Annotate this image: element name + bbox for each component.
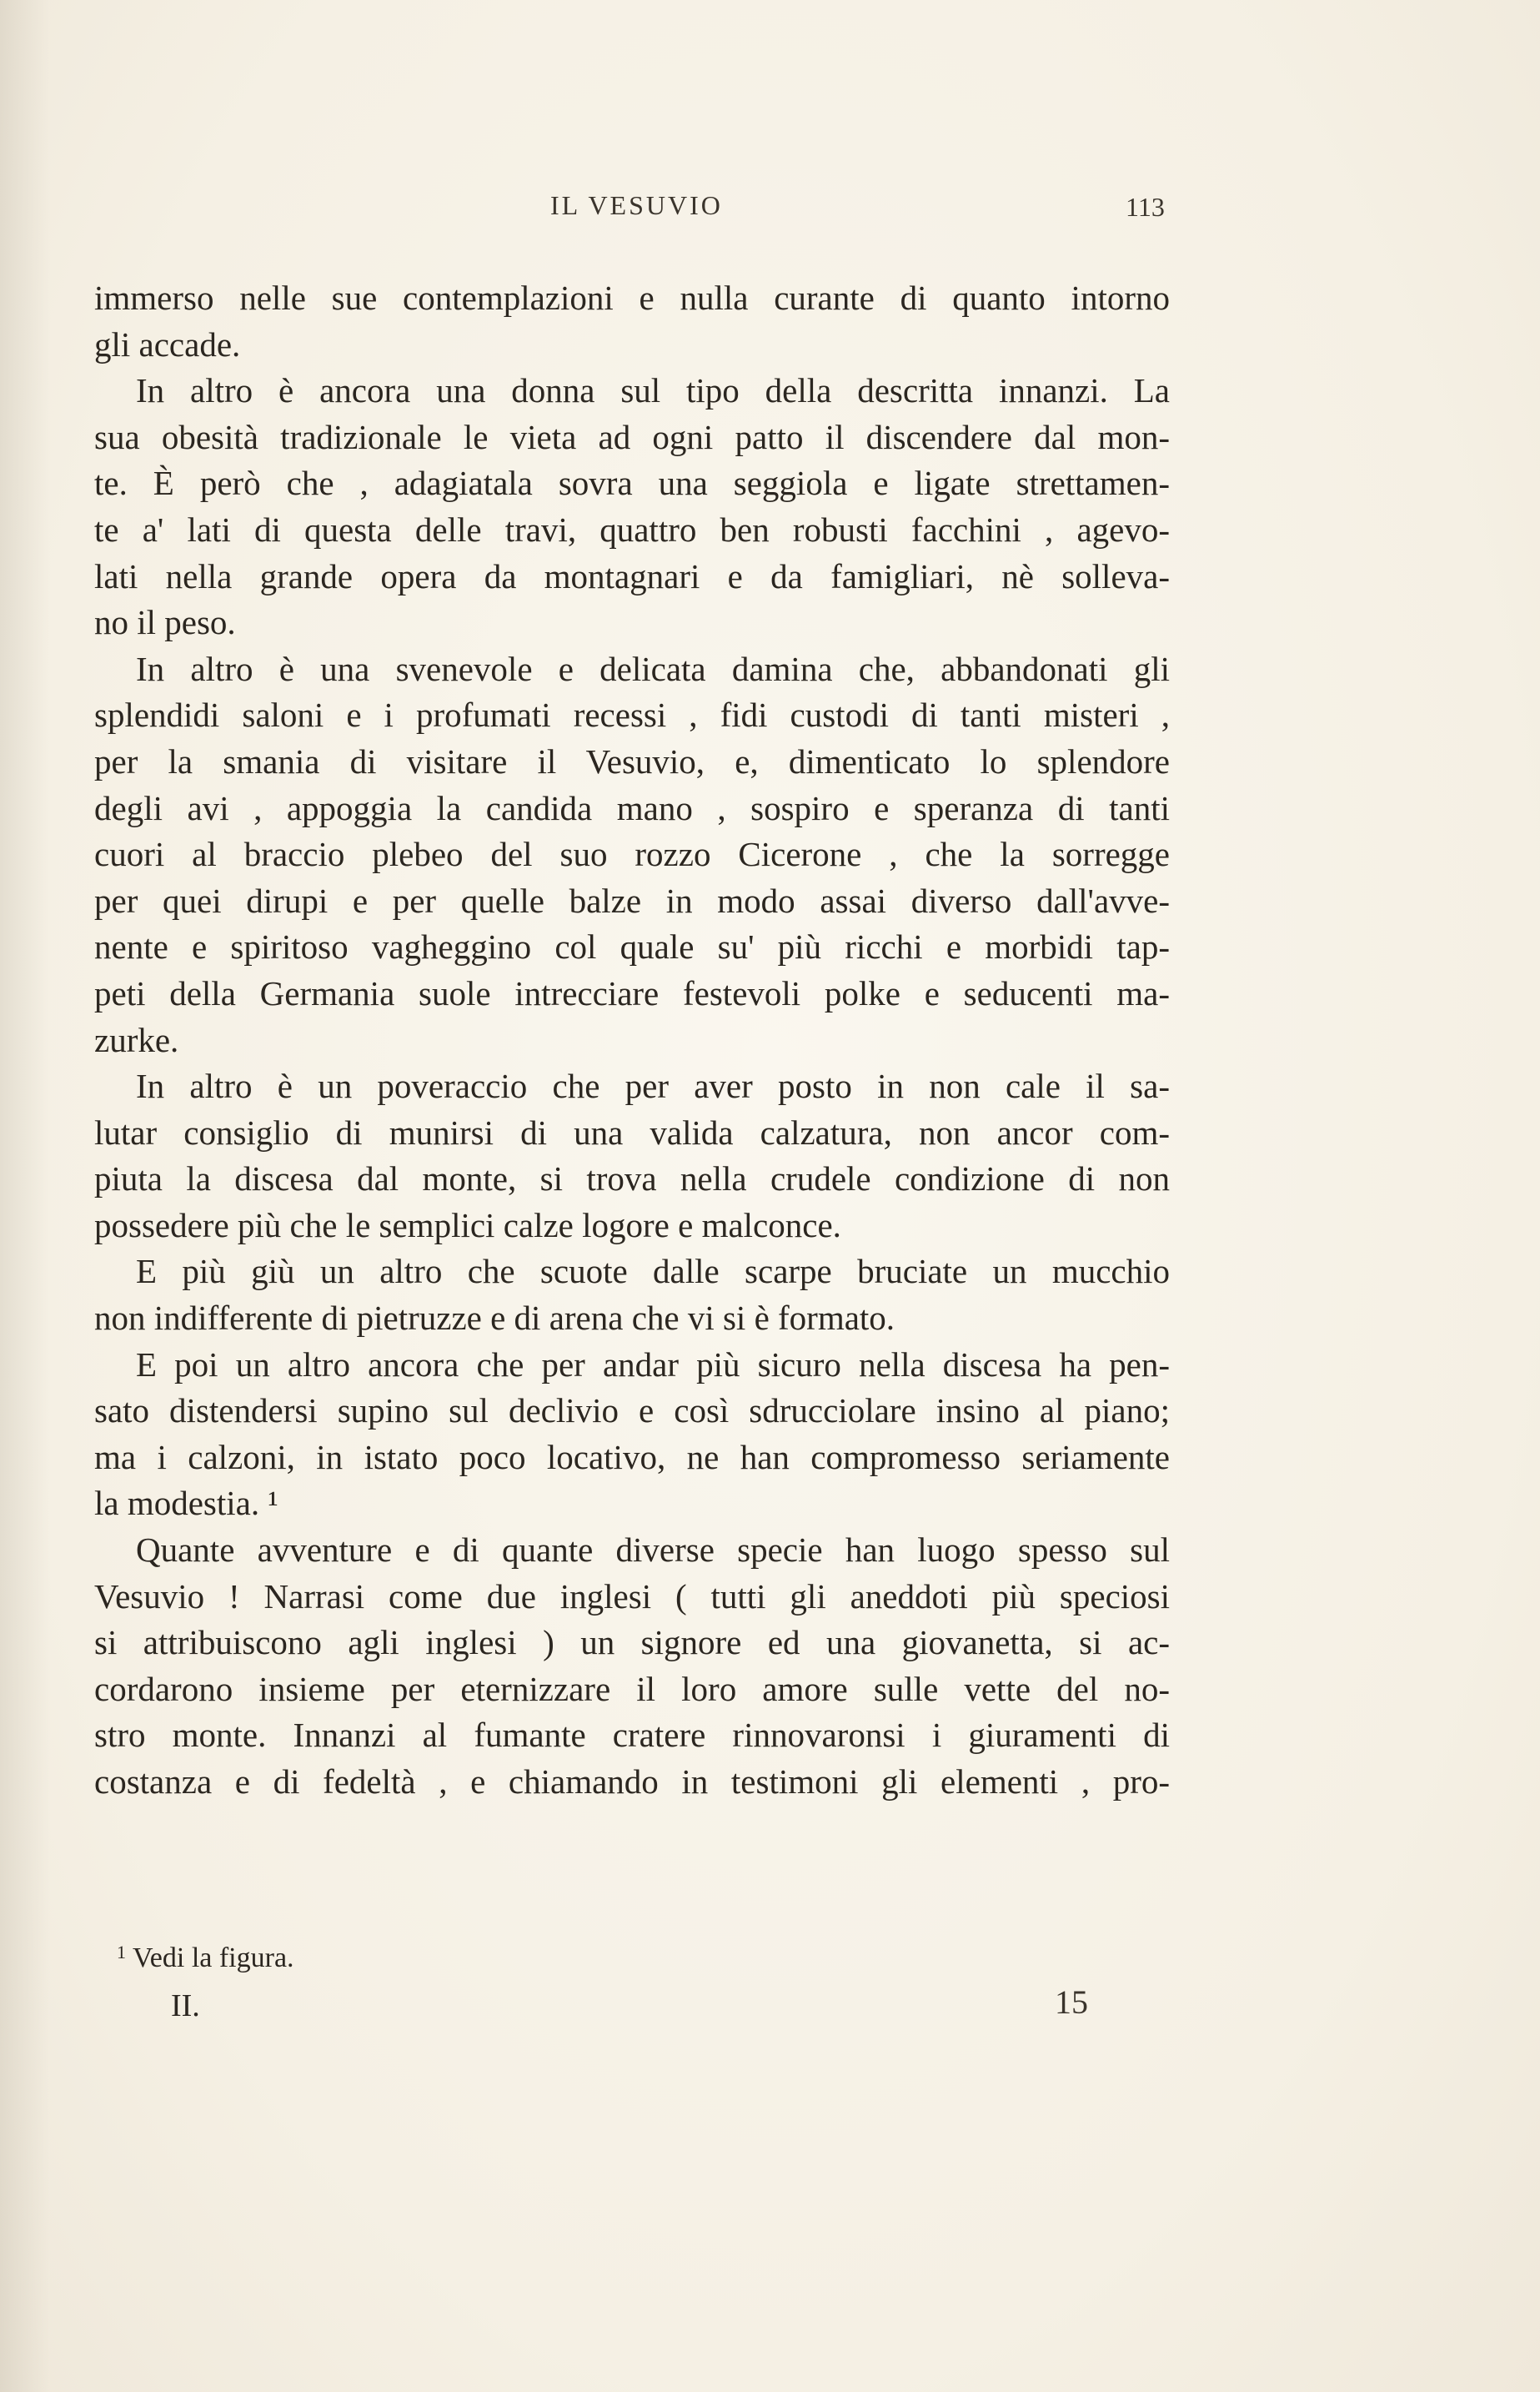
text-line: non indifferente di pietruzze e di arena che vi si è formato. (94, 1299, 895, 1338)
text-line: te a' lati di questa delle travi, quattro ben robusti facchini , agevo- (94, 510, 1170, 549)
text-line: te. È però che , adagiatala sovra una seggiola e ligate strettamen- (94, 464, 1170, 503)
text-line: nente e spiritoso vagheggino col quale su' più ricchi e morbidi tap- (94, 927, 1170, 967)
text-line: stro monte. Innanzi al fumante cratere rinnovaronsi i giuramenti di (94, 1716, 1170, 1755)
text-line: no il peso. (94, 603, 236, 642)
text-line: lutar consiglio di munirsi di una valida calzatura, non ancor com- (94, 1113, 1170, 1152)
text-line: gli accade. (94, 324, 241, 364)
text-line: per la smania di visitare il Vesuvio, e, dimenticato lo splendore (94, 741, 1170, 781)
text-line: E più giù un altro che scuote dalle scarpe bruciate un mucchio (136, 1252, 1170, 1291)
text-line: per quei dirupi e per quelle balze in modo assai diverso dall'avve- (94, 881, 1170, 920)
text-line: splendidi saloni e i profumati recessi , fidi custodi di tanti misteri , (94, 696, 1170, 735)
footnote-text: Vedi la figura. (133, 1942, 294, 1973)
text-line: piuta la discesa dal monte, si trova nella crudele condizione di non (94, 1159, 1170, 1199)
text-line: Vesuvio ! Narrasi come due inglesi ( tutti gli aneddoti più speciosi (94, 1576, 1170, 1616)
text-line: zurke. (94, 1020, 179, 1059)
text-line: sua obesità tradizionale le vieta ad ogni patto il discendere dal mon- (94, 417, 1170, 456)
running-head (0, 190, 1540, 232)
text-line: costanza e di fedeltà , e chiamando in testimoni gli elementi , pro- (94, 1762, 1170, 1801)
text-line: peti della Germania suole intrecciare festevoli polke e seducenti ma- (94, 973, 1170, 1013)
body-text (94, 275, 1170, 1806)
text-line: E poi un altro ancora che per andar più sicuro nella discesa ha pen- (136, 1344, 1170, 1384)
running-title: IL VESUVIO (550, 190, 723, 220)
text-line: ma i calzoni, in istato poco locativo, ne han compromesso seriamente (94, 1437, 1170, 1476)
text-line: In altro è una svenevole e delicata damina che, abbandonati gli (136, 649, 1170, 688)
text-line: immerso nelle sue contemplazioni e nulla curante di quanto intorno (94, 279, 1170, 317)
text-line: degli avi , appoggia la candida mano , sospiro e speranza di tanti (94, 788, 1170, 827)
gutter-shadow (0, 0, 50, 2392)
footnote-marker: 1 (117, 1942, 126, 1962)
text-line: sato distendersi supino sul declivio e così sdrucciolare insino al piano; (94, 1391, 1170, 1430)
text-line: lati nella grande opera da montagnari e da famigliari, nè solleva- (94, 556, 1170, 595)
footnote (117, 1942, 294, 1974)
text-line: In altro è un poveraccio che per aver posto in non cale il sa- (136, 1067, 1170, 1106)
text-line: cuori al braccio plebeo del suo rozzo Cicerone , che la sorregge (94, 835, 1170, 874)
sheet-number: 15 (1055, 1983, 1088, 2021)
text-line: possedere più che le semplici calze logore e malconce. (94, 1205, 841, 1244)
signature-mark: II. (171, 1988, 200, 2023)
text-line: cordarono insieme per eternizzare il loro amore sulle vette del no- (94, 1669, 1170, 1708)
text-line: la modestia. ¹ (94, 1484, 278, 1523)
text-line: In altro è ancora una donna sul tipo della descritta innanzi. La (136, 371, 1170, 410)
text-line: si attribuiscono agli inglesi ) un signore ed una giovanetta, si ac- (94, 1623, 1170, 1662)
text-line: Quante avventure e di quante diverse specie han luogo spesso sul (136, 1530, 1170, 1570)
page-number: 113 (1126, 192, 1165, 222)
